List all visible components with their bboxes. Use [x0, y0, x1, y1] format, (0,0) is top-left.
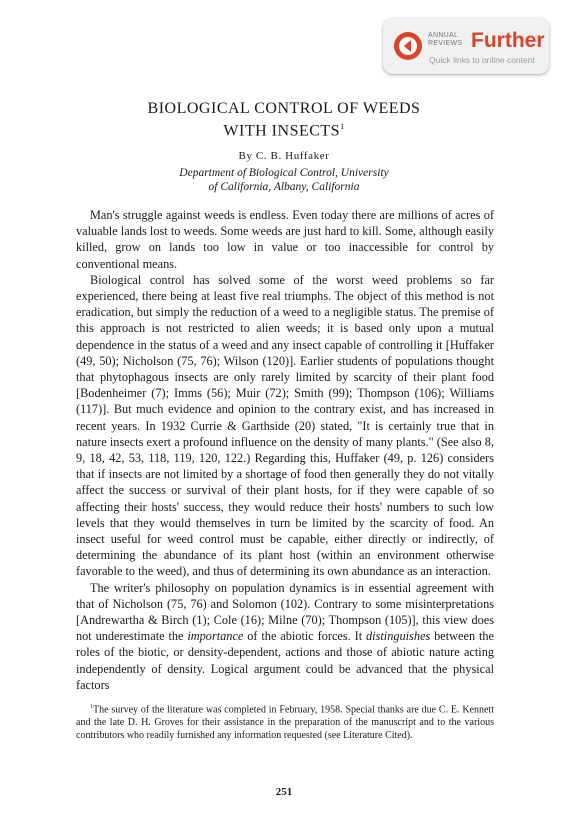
footnote: $^1$The survey of the literature was completed in February, 1958. Special thanks are due C. E. Kennett and the late D. H. Groves for their assistance in the preparation of the manuscript and to the various contributors who readily furnished any information requested (see Literature Cited). — [76, 704, 494, 742]
affiliation: Department of Biological Control, University of California, Albany, California — [179, 167, 389, 193]
paragraph-2: Biological control has solved some of the worst weed problems so far experienced, there being at least five real triumphs. The object of this method is not eradication, but simply the reduction of a weed to a negligible status. The premise of this approach is not restricted to alien weeds; it is based only upon a mutual dependence in the status of a weed and any insect capable of controlling it [Huffaker (49, 50); Nicholson (75, 76); Wilson (120)]. Earlier students of populations thought that phytophagous insects are only rarely limited by scarcity of their plant food [Bodenheimer (7); Imms (56); Muir (72); Smith (99); Thompson (106); Williams (117)]. But much evidence and opinion to the contrary exist, and has increased in recent years. In 1932 Currie & Garthside (20) stated, "It is certainly true that in nature insects exert a profound influence on the density of many plants." (See also 8, 9, 18, 42, 53, 118, 119, 120, 122.) Regarding this, Huffaker (49, p. 126) considers that if insects are not limited by a shortage of food then generally they do not vitally affect the success or survival of their plant hosts, for if they were capable of so affecting their hosts' success, they would reduce their hosts' numbers to such low levels that they would themselves in turn be limited by the scarcity of food. An insect useful for weed control must be capable, either directly or indirectly, of determining the abundance of its plant host (within an environment otherwise favorable to the weed), and thus of determining its own abundance as an interaction. — [76, 272, 494, 579]
badge-further: Further — [471, 29, 545, 52]
paragraph-1: Man's struggle against weeds is endless. Even today there are millions of acres of valuable lands lost to weeds. Some weeds are just hard to kill. Some, although easily killed, grow on lands too low in value or too inaccessible for control by conventional means. — [76, 208, 494, 271]
paragraph-3: The writer's philosophy on population dynamics is in essential agreement with that of Nicholson (75, 76) and Solomon (102). Contrary to some misinterpretations [Andrewartha & Birch (1); Cole (16); Milne (70); Thompson (105)], this view does not underestimate the importance of the abiotic forces. It distinguishes between the roles of the biotic, or density-dependent, actions and those of abiotic nature acting independently of density. Logical argument could be advanced that the physical factors — [76, 580, 494, 692]
badge-subtitle: Quick links to online content — [429, 55, 535, 65]
author-line: By C. B. Huffaker — [238, 150, 330, 162]
article-title: BIOLOGICAL CONTROL OF WEEDS WITH INSECTS$^1$ — [147, 100, 421, 140]
article-body — [76, 207, 494, 693]
play-arrow-icon — [393, 31, 423, 61]
page-number: 251 — [275, 786, 293, 798]
title-footnote-mark: 1 — [340, 122, 345, 131]
further-badge[interactable] — [383, 18, 549, 74]
badge-brand: ANNUAL REVIEWS — [428, 32, 463, 47]
